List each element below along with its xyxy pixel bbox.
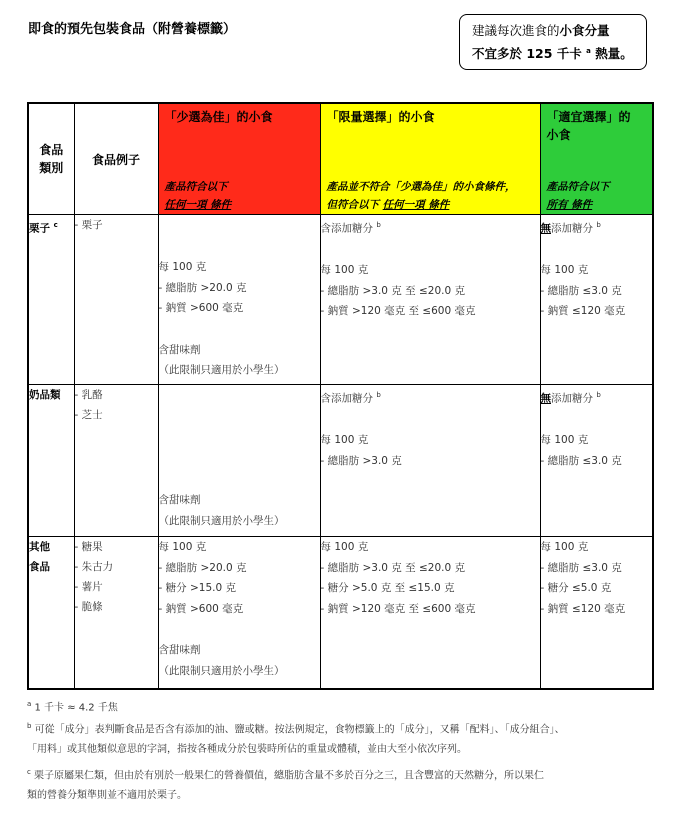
- footnote-b: [27, 716, 657, 760]
- yellow-line: 含添加糖分: [320, 392, 373, 405]
- header-green: [540, 103, 653, 215]
- green-title-line2: 小食: [546, 128, 571, 142]
- red-line: - 糖分 >15.0 克: [158, 582, 236, 594]
- yellow-line: - 總脂肪 >3.0 克 至 ≤20.0 克: [320, 284, 465, 297]
- examples-cell: [74, 385, 158, 537]
- example-item: - 脆條: [74, 601, 103, 613]
- green-line: - 總脂肪 ≤3.0 克: [540, 561, 622, 574]
- header-yellow: [320, 103, 540, 215]
- yellow-line: 每 100 克: [320, 434, 369, 446]
- yellow-cell: [320, 537, 540, 689]
- header-yellow-title: 「限量選擇」的小食: [326, 110, 435, 124]
- red-cond-line1: 產品符合以下: [164, 181, 228, 193]
- category-cell: [28, 537, 74, 689]
- header-red: [158, 103, 320, 215]
- red-cond-tail: 條件: [206, 199, 232, 211]
- category-sup: c: [53, 221, 58, 229]
- note-line1-pre: 建議每次進食的: [472, 23, 560, 38]
- yellow-cond-line1: 產品並不符合「少選為佳」的小食條件，: [326, 181, 516, 193]
- yellow-line: 含添加糖分: [320, 222, 373, 235]
- note-line2-post: 熱量。: [595, 46, 633, 62]
- yellow-line: - 鈉質 >120 毫克 至 ≤600 毫克: [320, 602, 476, 615]
- red-line: 每 100 克: [158, 261, 207, 273]
- green-line: - 鈉質 ≤120 毫克: [540, 305, 626, 317]
- table-row: [28, 537, 653, 689]
- example-item: - 乳酪: [74, 389, 103, 401]
- yellow-cond-any: 任何一項: [382, 199, 425, 211]
- header-row: [28, 103, 653, 215]
- note-line2: 不宜多於 125 千卡: [472, 46, 582, 62]
- red-line: - 鈉質 >600 毫克: [158, 602, 244, 615]
- footnote-b-line2: 「用料」或其他類似意思的字詞，指按各種成分於包裝時所佔的重量或體積，並由大至小依次序列。: [27, 744, 467, 756]
- green-sup: b: [596, 391, 601, 399]
- footnote-b-line1: 可從「成分」表判斷食品是否含有添加的油、鹽或糖。按法例規定，食物標籤上的「成分」，又稱「配料」、「成分組合」、: [31, 724, 565, 736]
- green-line: 添加糖分: [551, 222, 593, 235]
- category-label: 其他: [29, 541, 50, 553]
- green-no: 無: [540, 222, 551, 235]
- footnote-b-sup: b: [27, 722, 32, 730]
- yellow-cond-pre: 但符合以下: [326, 199, 383, 211]
- note-sup: a: [586, 47, 591, 55]
- green-line: 每 100 克: [540, 264, 589, 276]
- table-row: [28, 385, 653, 537]
- green-cell: [540, 537, 653, 689]
- red-line: （此限制只適用於小學生）: [158, 664, 285, 677]
- header-category: [28, 103, 74, 215]
- red-line: 含甜味劑: [158, 343, 201, 356]
- green-cond-all: 所有: [546, 199, 568, 211]
- red-cell: [158, 385, 320, 537]
- example-item: - 芝士: [74, 409, 103, 421]
- examples-cell: [74, 537, 158, 689]
- category-cell: [28, 385, 74, 537]
- footnote-c-line2: 類的營養分類準則並不適用於栗子。: [27, 790, 187, 802]
- yellow-line: - 總脂肪 >3.0 克: [320, 454, 402, 467]
- yellow-line: - 鈉質 >120 毫克 至 ≤600 毫克: [320, 305, 476, 317]
- green-sup: b: [596, 221, 601, 229]
- green-line: - 總脂肪 ≤3.0 克: [540, 284, 622, 297]
- header-red-condition: [159, 178, 320, 214]
- category-cell: [28, 215, 74, 385]
- yellow-line: - 總脂肪 >3.0 克 至 ≤20.0 克: [320, 561, 465, 574]
- yellow-sup: b: [376, 391, 381, 399]
- example-item: - 栗子: [74, 219, 103, 231]
- header-green-title: [541, 104, 653, 144]
- red-line: （此限制只適用於小學生）: [158, 514, 285, 527]
- example-item: - 朱古力: [74, 561, 114, 573]
- footnote-a-text: 1 千卡 ≈ 4.2 千焦: [34, 702, 118, 714]
- green-line: 每 100 克: [540, 434, 589, 446]
- green-cond-line1: 產品符合以下: [546, 181, 610, 193]
- red-line: - 總脂肪 >20.0 克: [158, 561, 247, 574]
- header-green-condition: [541, 178, 653, 214]
- red-cond-any: 任何一項: [164, 199, 207, 211]
- green-line: - 鈉質 ≤120 毫克: [540, 602, 626, 615]
- footnote-c-line1: 栗子原屬果仁類，但由於有別於一般果仁的營養價值，總脂肪含量不多於百分之三，且含豐富的天然糖分，所以果仁: [30, 770, 545, 782]
- red-line: 每 100 克: [158, 541, 207, 553]
- yellow-cond-tail: 條件: [424, 199, 450, 211]
- table-row: [28, 215, 653, 385]
- header-red-title: 「少選為佳」的小食: [164, 110, 273, 124]
- document-title: 即食的預先包裝食品（附營養標籤）: [28, 22, 237, 37]
- yellow-sup: b: [376, 221, 381, 229]
- red-line: - 鈉質 >600 毫克: [158, 302, 244, 314]
- yellow-line: - 糖分 >5.0 克 至 ≤15.0 克: [320, 582, 455, 594]
- category-label: 奶品類: [29, 389, 61, 401]
- snack-classification-table: [27, 102, 654, 690]
- red-line: （此限制只適用於小學生）: [158, 364, 285, 376]
- header-yellow-condition: [321, 178, 540, 214]
- yellow-line: 每 100 克: [320, 264, 369, 276]
- green-line: 每 100 克: [540, 541, 589, 553]
- category-label: 栗子: [29, 222, 50, 235]
- green-cell: [540, 385, 653, 537]
- yellow-line: 每 100 克: [320, 541, 369, 553]
- red-cell: [158, 537, 320, 689]
- green-line: - 糖分 ≤5.0 克: [540, 582, 612, 594]
- header-category-line1: 食品: [39, 143, 64, 157]
- header-category-line2: 類別: [39, 161, 64, 175]
- green-title-line1: 「適宜選擇」的: [546, 110, 631, 124]
- footnote-a: [27, 694, 657, 718]
- red-line: 含甜味劑: [158, 644, 201, 656]
- footnote-c-sup: c: [27, 768, 31, 776]
- example-item: - 糖果: [74, 541, 103, 553]
- yellow-cell: [320, 215, 540, 385]
- green-line: 添加糖分: [551, 392, 593, 405]
- green-cond-tail: 條件: [567, 199, 593, 211]
- green-line: - 總脂肪 ≤3.0 克: [540, 454, 622, 467]
- yellow-cell: [320, 385, 540, 537]
- serving-note-box: [459, 14, 647, 70]
- footnote-c: [27, 762, 657, 806]
- example-item: - 薯片: [74, 581, 103, 593]
- green-cell: [540, 215, 653, 385]
- red-line: 含甜味劑: [158, 494, 201, 506]
- header-examples: 食品例子: [74, 103, 158, 215]
- green-no: 無: [540, 392, 551, 405]
- category-label: 食品: [29, 561, 50, 573]
- note-line1-bold: 小食分量: [559, 23, 610, 38]
- footnote-a-sup: a: [27, 700, 32, 708]
- examples-cell: [74, 215, 158, 385]
- red-cell: [158, 215, 320, 385]
- red-line: - 總脂肪 >20.0 克: [158, 281, 247, 294]
